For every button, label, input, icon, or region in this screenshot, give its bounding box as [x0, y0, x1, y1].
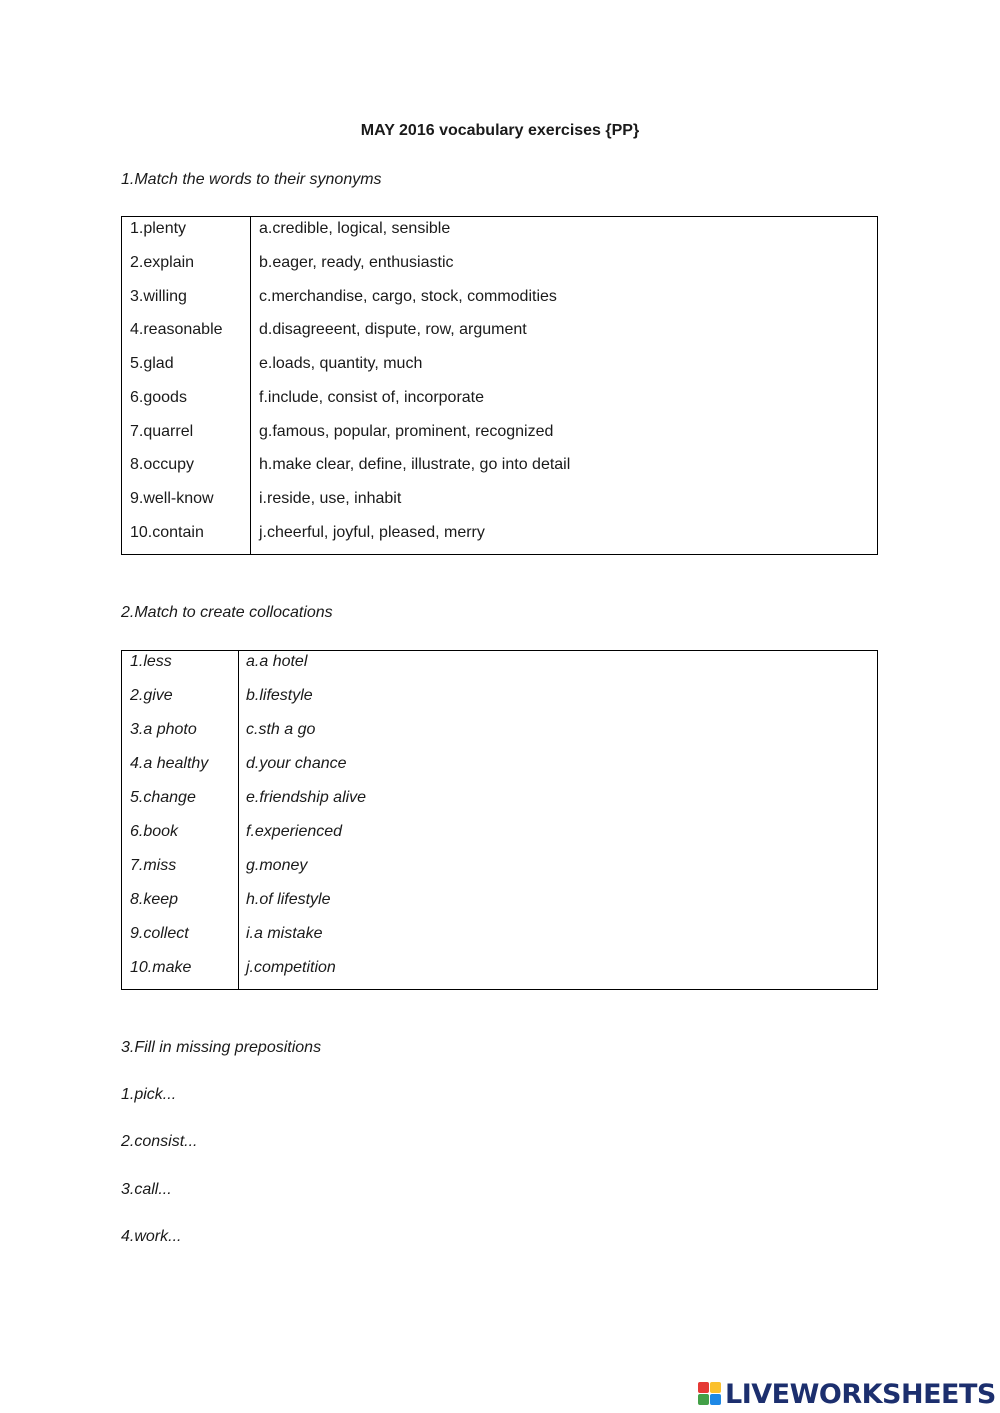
- table-row: [122, 753, 877, 787]
- row-match: b.eager, ready, enthusiastic: [259, 253, 454, 271]
- table-row: [122, 252, 877, 286]
- table-row: [122, 923, 877, 957]
- row-term: 7.quarrel: [130, 422, 194, 440]
- row-match: j.competition: [246, 959, 336, 976]
- logo-icon: [698, 1382, 722, 1406]
- table-row: [122, 651, 877, 685]
- synonyms-table: [121, 216, 878, 555]
- preposition-item: 4.work...: [121, 1227, 182, 1245]
- row-term: 5.glad: [130, 355, 174, 372]
- row-match: a.credible, logical, sensible: [259, 220, 451, 237]
- table-row: [122, 421, 877, 455]
- row-match: e.friendship alive: [246, 789, 367, 806]
- row-match: b.lifestyle: [246, 687, 313, 704]
- section3-heading: 3.Fill in missing prepositions: [121, 1039, 322, 1056]
- row-match: c.sth a go: [246, 721, 316, 738]
- table-row: [122, 719, 877, 753]
- table-row: [122, 787, 877, 821]
- row-term: 3.a photo: [130, 721, 197, 738]
- preposition-item: 3.call...: [121, 1180, 172, 1198]
- table-row: [122, 957, 877, 991]
- row-match: c.merchandise, cargo, stock, commodities: [259, 287, 557, 305]
- logo-square: [698, 1382, 709, 1393]
- row-match: g.money: [246, 857, 308, 874]
- row-term: 7.miss: [130, 857, 177, 874]
- row-term: 1.plenty: [130, 220, 187, 237]
- row-term: 6.book: [130, 823, 179, 840]
- row-match: a.a hotel: [246, 653, 308, 670]
- row-match: d.disagreeent, dispute, row, argument: [259, 321, 527, 339]
- preposition-item: 2.consist...: [121, 1133, 198, 1151]
- section2-heading: 2.Match to create collocations: [121, 604, 333, 621]
- row-term: 10.contain: [130, 523, 204, 541]
- table-row: [122, 218, 877, 252]
- row-term: 5.change: [130, 789, 196, 806]
- row-match: g.famous, popular, prominent, recognized: [259, 422, 554, 440]
- row-term: 2.give: [130, 687, 173, 704]
- row-match: h.make clear, define, illustrate, go into detail: [259, 456, 571, 474]
- row-term: 8.occupy: [130, 456, 195, 474]
- liveworksheets-logo: [698, 1378, 996, 1410]
- row-match: f.include, consist of, incorporate: [259, 388, 485, 406]
- row-term: 9.collect: [130, 925, 189, 942]
- table-row: [122, 855, 877, 889]
- table-row: [122, 522, 877, 556]
- row-term: 4.reasonable: [130, 321, 223, 339]
- section1-heading: 1.Match the words to their synonyms: [121, 171, 382, 188]
- row-match: d.your chance: [246, 755, 347, 772]
- row-match: j.cheerful, joyful, pleased, merry: [259, 523, 485, 541]
- row-term: 3.willing: [130, 287, 187, 305]
- row-term: 6.goods: [130, 388, 187, 406]
- logo-square: [710, 1382, 721, 1393]
- logo-square: [710, 1394, 721, 1405]
- table-row: [122, 488, 877, 522]
- row-match: i.reside, use, inhabit: [259, 490, 402, 507]
- table-row: [122, 889, 877, 923]
- row-term: 8.keep: [130, 891, 179, 908]
- table-row: [122, 821, 877, 855]
- row-term: 2.explain: [130, 253, 195, 271]
- logo-text: LIVEWORKSHEETS: [725, 1378, 996, 1410]
- row-term: 1.less: [130, 653, 172, 670]
- table-row: [122, 454, 877, 488]
- row-match: e.loads, quantity, much: [259, 355, 423, 372]
- logo-square: [698, 1394, 709, 1405]
- table-row: [122, 685, 877, 719]
- row-term: 4.a healthy: [130, 755, 209, 772]
- row-match: i.a mistake: [246, 925, 323, 942]
- table-row: [122, 319, 877, 353]
- page-title: MAY 2016 vocabulary exercises {PP}: [360, 122, 640, 139]
- table-row: [122, 387, 877, 421]
- row-term: 10.make: [130, 959, 192, 976]
- row-match: f.experienced: [246, 823, 343, 840]
- collocations-table: [121, 650, 878, 990]
- table-row: [122, 286, 877, 320]
- table-row: [122, 353, 877, 387]
- row-match: h.of lifestyle: [246, 891, 331, 908]
- preposition-item: 1.pick...: [121, 1086, 177, 1103]
- row-term: 9.well-know: [130, 490, 214, 507]
